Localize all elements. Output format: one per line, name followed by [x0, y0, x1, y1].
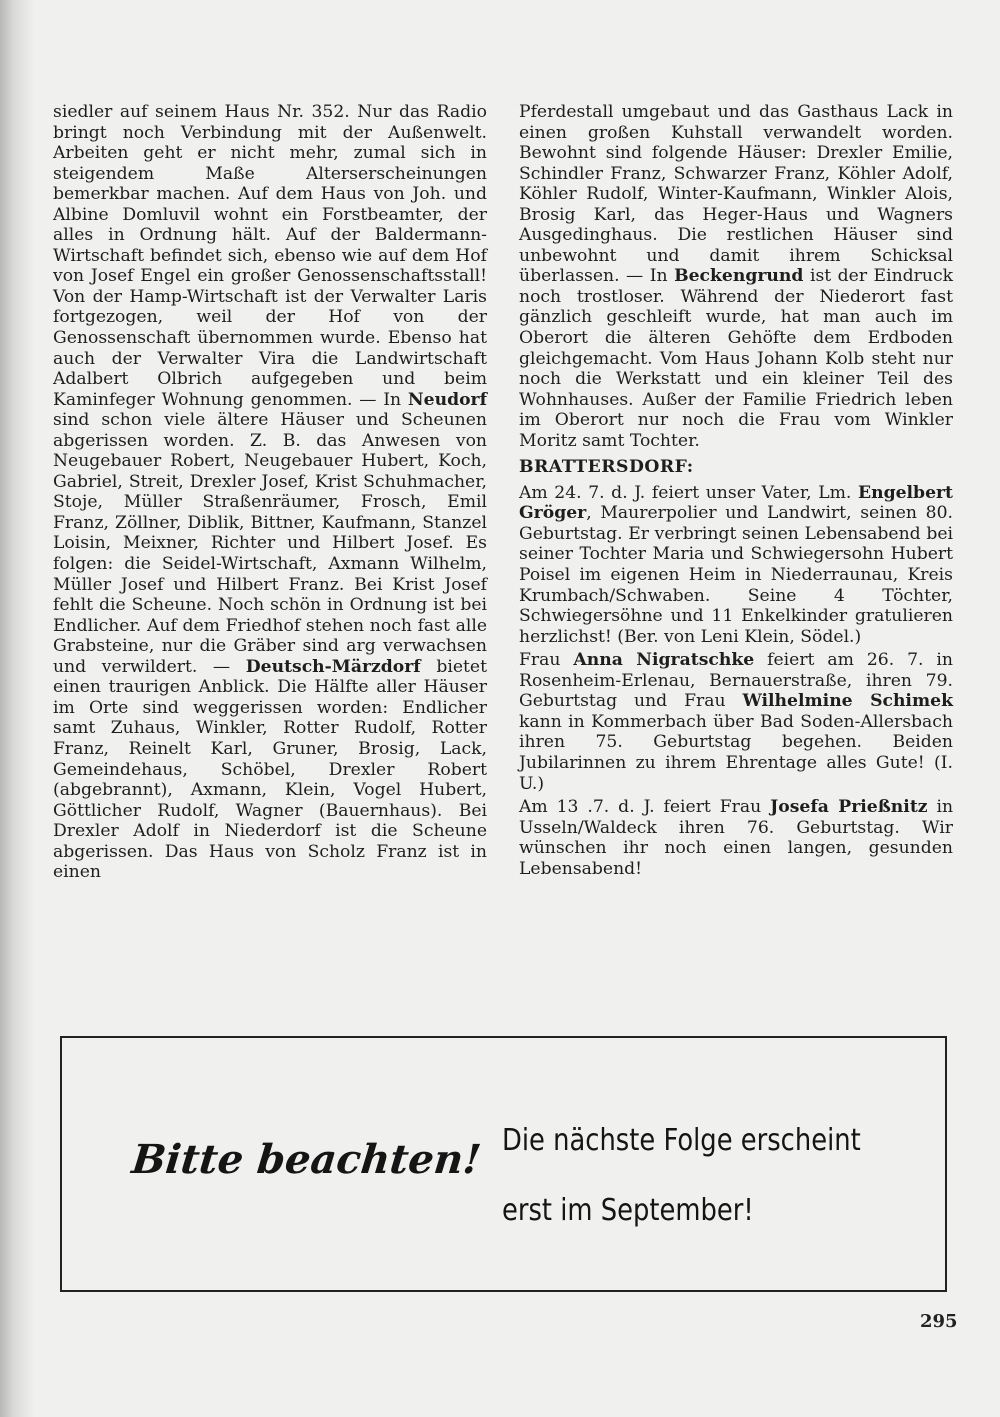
birthday-notice-groeger	[519, 483, 953, 647]
person-name: Anna Nigratschke	[573, 650, 755, 671]
place-name-deutsch-maerzdorf: Deutsch-Märzdorf	[245, 656, 421, 677]
notice-heading: Bitte beachten!	[129, 1136, 484, 1183]
text-run: Am 24. 7. d. J. feiert unser Vater, Lm.	[519, 482, 858, 503]
text-run: sind schon viele ältere Häuser und Scheunen abgerissen worden. Z. B. das Anwesen von Neugebauer Robert, Neugebauer Hubert, Koch, Gabriel, Streit, Drexler Josef, Krist Schuhmacher, Stoje, Müller Straßenräumer, Frosch, Emil Franz, Zöllner, Diblik, Bittner, Kaufmann, Stanzel Loisin, Meixner, Richter und Hilbert Josef. Es folgen: die Seidel-Wirtschaft, Axmann Wilhelm, Müller Josef und Hilbert Franz. Bei Krist Josef fehlt die Scheune. Noch schön in Ordnung ist bei Endlicher. Auf dem Friedhof stehen noch fast alle Grabsteine, nur die Gräber sind arg verwachsen und verwildert. —	[53, 410, 487, 677]
text-run: Am 13 .7. d. J. feiert Frau	[519, 797, 771, 818]
text-run: Frau	[519, 650, 574, 671]
left-paragraph	[53, 102, 487, 883]
right-paragraph-intro	[519, 102, 953, 451]
text-run: Pferdestall umgebaut und das Gasthaus Lack in einen großen Kuhstall verwandelt worden. Bewohnt sind folgende Häuser: Drexler Emilie, Schindler Franz, Schwarzer Franz, Köhler Adolf, Köhler Rudolf, Winter-Kaufmann, Winkler Alois, Brosig Karl, das Heger-Haus und Wagners Ausgedinghaus. Die restlichen Häuser sind unbewohnt und damit ihrem Schicksal überlassen. — In	[519, 102, 953, 287]
person-name: Josefa Prießnitz	[770, 797, 928, 818]
notice-message	[502, 1106, 861, 1246]
text-run: siedler auf seinem Haus Nr. 352. Nur das Radio bringt noch Verbindung mit der Außenwelt. Arbeiten geht er nicht mehr, zumal sich in steigendem Maße Alterserscheinungen bemerkbar machen. Auf dem Haus von Joh. und Albine Domluvil wohnt ein Forstbeamter, der alles in Ordnung hält. Auf der Baldermann-Wirtschaft befindet sich, ebenso wie auf dem Hof von Josef Engel ein großer Genossenschaftsstall! Von der Hamp-Wirtschaft ist der Verwalter Laris fortgezogen, weil der Hof von der Genossenschaft übernommen wurde. Ebenso hat auch der Verwalter Vira die Landwirtschaft Adalbert Olbrich aufgegeben und beim Kaminfeger Wohnung genommen. — In	[53, 102, 487, 410]
text-run: in Usseln/Waldeck ihren 76. Geburtstag. Wir wünschen ihr noch einen langen, gesunden Lebensabend!	[519, 797, 954, 879]
text-run: bietet einen traurigen Anblick. Die Hälfte aller Häuser im Orte sind weggerissen worden: Endlicher samt Zuhaus, Winkler, Rotter Rudolf, Rotter Franz, Reinelt Karl, Gruner, Brosig, Lack, Gemeindehaus, Schöbel, Drexler Robert (abgebrannt), Axmann, Klein, Vogel Hubert, Göttlicher Rudolf, Wagner (Bauernhaus). Bei Drexler Adolf in Niederdorf ist die Scheune abgerissen. Das Haus von Scholz Franz ist in einen	[53, 656, 487, 883]
notice-line-1: Die nächste Folge erscheint	[502, 1123, 861, 1158]
right-column	[519, 102, 953, 879]
page-number: 295	[920, 1311, 958, 1332]
place-name-neudorf: Neudorf	[407, 389, 487, 410]
left-column	[53, 102, 487, 883]
notice-box	[60, 1036, 947, 1292]
text-run: ist der Eindruck noch trostloser. Während der Niederort fast gänzlich geschleift wurde, hat man auch im Oberort die älteren Gehöfte dem Erdboden gleichgemacht. Vom Haus Johann Kolb steht nur noch die Werkstatt und ein kleiner Teil des Wohnhauses. Außer der Familie Friedrich leben im Oberort nur noch die Frau vom Winkler Moritz samt Tochter.	[519, 266, 953, 451]
text-run: kann in Kommerbach über Bad Soden-Allersbach ihren 75. Geburtstag begehen. Beiden Jubilarinnen zu ihrem Ehrentage alles Gute! (I. U.)	[519, 711, 953, 794]
person-name: Wilhelmine Schimek	[742, 691, 953, 712]
birthday-notice-nigratschke	[519, 650, 953, 794]
page-gutter-shadow	[0, 0, 34, 1417]
birthday-notice-priessnitz	[519, 797, 953, 879]
section-heading-brattersdorf: BRATTERSDORF:	[519, 457, 694, 478]
text-run: feiert am 26. 7. in Rosenheim-Erlenau, Bernauerstraße, ihren 79. Geburtstag und Frau	[519, 650, 953, 712]
place-name-beckengrund: Beckengrund	[674, 266, 804, 287]
notice-line-2: erst im September!	[502, 1193, 754, 1228]
text-run: , Maurerpolier und Landwirt, seinen 80. Geburtstag. Er verbringt seinen Lebensabend bei seiner Tochter Maria und Schwiegersohn Hubert Poisel im eigenen Heim in Niederraunau, Kreis Krumbach/Schwaben. Seine 4 Töchter, Schwiegersöhne und 11 Enkelkinder gratulieren herzlichst! (Ber. von Leni Klein, Södel.)	[519, 503, 953, 647]
person-name: Engelbert Gröger	[519, 482, 953, 524]
